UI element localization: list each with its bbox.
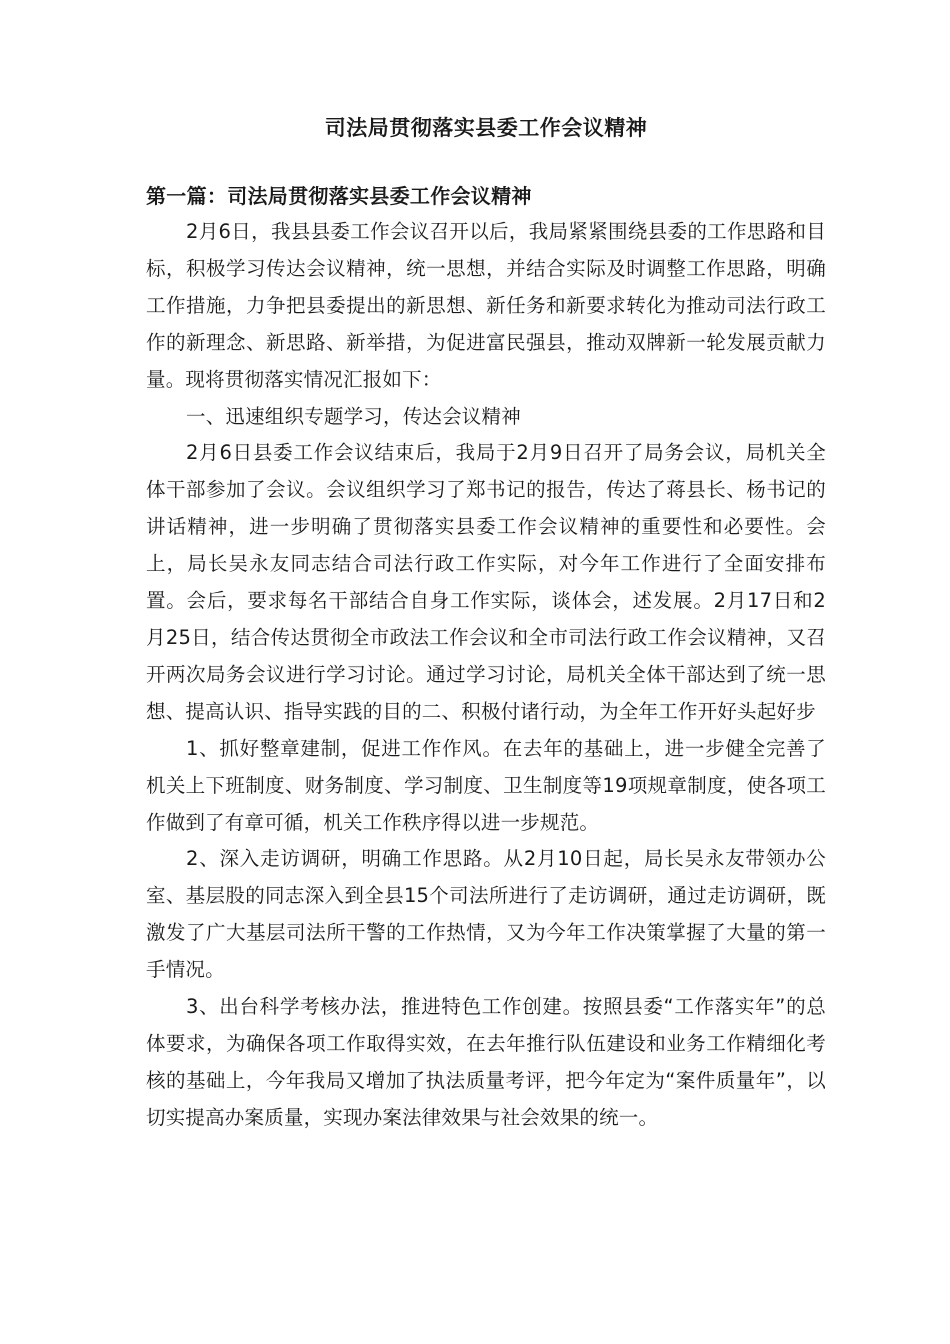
paragraph-item-3: 3、出台科学考核办法，推进特色工作创建。按照县委“工作落实年”的总体要求，为确保各项工作取得实效，在去年推行队伍建设和业务工作精细化考核的基础上，今年我局又增加了执法质量考评，把今年定为“案件质量年”，以切实提高办案质量，实现办案法律效果与社会效果的统一。 bbox=[146, 995, 826, 1129]
paragraph-item-1: 1、抓好整章建制，促进工作作风。在去年的基础上，进一步健全完善了机关上下班制度、财务制度、学习制度、卫生制度等19项规章制度，使各项工作做到了有章可循，机关工作秩序得以进一步规范。 bbox=[146, 736, 826, 834]
paragraph-item-2: 2、深入走访调研，明确工作思路。从2月10日起，局长吴永友带领办公室、基层股的同志深入到全县15个司法所进行了走访调研，通过走访调研，既激发了广大基层司法所干警的工作热情，又为今年工作决策掌握了大量的第一手情况。 bbox=[146, 847, 826, 982]
paragraph-heading-1: 一、迅速组织专题学习，传达会议精神 bbox=[186, 404, 521, 428]
document-page bbox=[146, 108, 826, 1137]
section-heading: 第一篇：司法局贯彻落实县委工作会议精神 bbox=[146, 184, 532, 208]
paragraph-intro: 2月6日，我县县委工作会议召开以后，我局紧紧围绕县委的工作思路和目标，积极学习传达会议精神，统一思想，并结合实际及时调整工作思路，明确工作措施，力争把县委提出的新思想、新任务和新要求转化为推动司法行政工作的新理念、新思路、新举措，为促进富民强县，推动双牌新一轮发展贡献力量。现将贯彻落实情况汇报如下： bbox=[146, 220, 826, 391]
paragraph-study: 2月6日县委工作会议结束后，我局于2月9日召开了局务会议，局机关全体干部参加了会议。会议组织学习了郑书记的报告，传达了蒋县长、杨书记的讲话精神，进一步明确了贯彻落实县委工作会议精神的重要性和必要性。会上，局长吴永友同志结合司法行政工作实际，对今年工作进行了全面安排布置。会后，要求每名干部结合自身工作实际，谈体会，述发展。2月17日和2月25日，结合传达贯彻全市政法工作会议和全市司法行政工作会议精神，又召开两次局务会议进行学习讨论。通过学习讨论，局机关全体干部达到了统一思想、提高认识、指导实践的目的二、积极付诸行动，为全年工作开好头起好步 bbox=[146, 441, 826, 723]
document-title: 司法局贯彻落实县委工作会议精神 bbox=[324, 116, 648, 140]
